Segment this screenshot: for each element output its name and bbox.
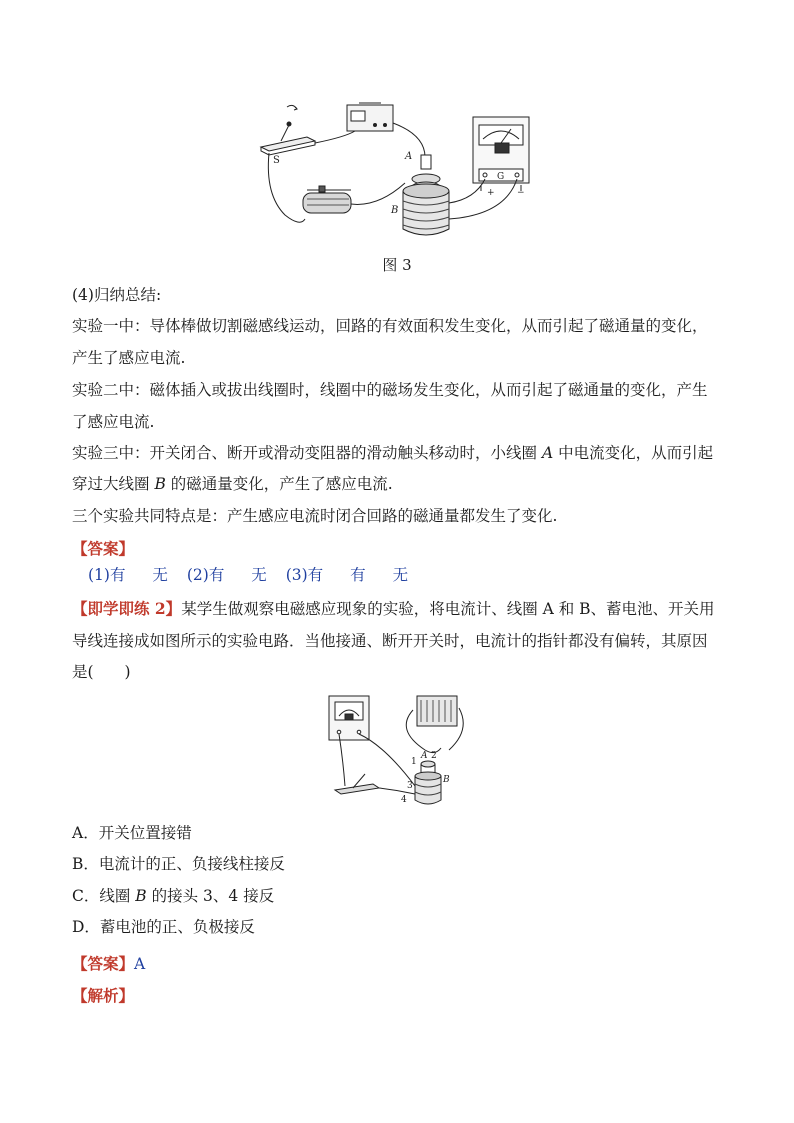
answer-label-2: 【答案】 [72,954,135,973]
exp3-line1-pre: 实验三中：开关闭合、断开或滑动变阻器的滑动触头移动时，小线圈 [72,444,542,462]
summary-exp1-line1: 实验一中：导体棒做切割磁感线运动，回路的有效面积发生变化，从而引起了磁通量的变化， [72,317,708,335]
meter-minus-label: − [517,188,525,198]
option-a: A．开关位置接错 [72,824,192,842]
answer-row-1 [88,563,408,585]
analysis-label: 【解析】 [72,986,135,1005]
experiment-figure-3 [255,95,545,245]
fig2-label-2: 2 [431,751,437,761]
exercise-line1 [72,597,715,619]
coil-b-label: B [391,205,399,216]
answer-value-2: A [134,955,146,973]
answer-item: 无 [251,566,267,584]
exercise-line1-text: 某学生做观察电磁感应现象的实验，将电流计、线圈 A 和 B、蓄电池、开关用 [181,600,715,618]
summary-common: 三个实验共同特点是：产生感应电流时闭合回路的磁通量都发生了变化. [72,507,558,525]
exp3-var-b: B [154,475,166,493]
summary-exp3-line2 [72,472,393,494]
option-c [72,884,274,906]
answer-item: (1)有 [88,566,126,584]
summary-heading: (4)归纳总结: [72,286,162,304]
figure-caption: 图 3 [382,256,412,274]
option-c-pre: C．线圈 [72,887,136,905]
fig2-label-3: 3 [407,781,413,791]
fig2-label-a: A [421,751,428,761]
meter-g-label: G [497,172,505,182]
answer-item: 有 [350,566,366,584]
exercise-line3: 是( ) [72,663,131,681]
meter-plus-label: + [487,188,495,198]
answer-item: (2)有 [186,566,225,584]
answer-line-2 [72,952,145,974]
summary-exp3-line1 [72,441,713,463]
fig2-label-4: 4 [401,795,407,805]
exercise-figure [325,690,470,808]
switch-label: S [273,155,280,166]
summary-exp2-line1: 实验二中：磁体插入或拔出线圈时，线圈中的磁场发生变化，从而引起了磁通量的变化，产生 [72,381,708,399]
fig2-label-1: 1 [411,757,417,767]
exercise-line2: 导线连接成如图所示的实验电路．当他接通、断开开关时，电流计的指针都没有偏转，其原因 [72,632,708,650]
option-c-post: 的接头 3、4 接反 [146,887,275,905]
exercise-tag: 【即学即练 2】 [72,599,182,618]
summary-exp2-line2: 了感应电流. [72,413,155,431]
coil-a-label: A [405,151,413,162]
answer-item: 无 [392,566,409,584]
exp3-line2-post: 的磁通量变化，产生了感应电流. [165,475,393,493]
answer-item: 无 [152,566,168,584]
answer-label-1: 【答案】 [72,539,135,558]
option-b: B．电流计的正、负接线柱接反 [72,855,285,873]
exp3-line2-pre: 穿过大线圈 [72,475,155,493]
circuit-diagram-1 [255,95,545,245]
option-d: D．蓄电池的正、负极接反 [72,918,255,936]
exp3-line1-post: 中电流变化，从而引起 [553,444,714,462]
exp3-var-a: A [541,444,554,462]
summary-exp1-line2: 产生了感应电流. [72,349,186,367]
fig2-label-b: B [443,775,450,785]
circuit-diagram-2 [325,690,470,808]
option-c-var: B [135,887,147,905]
answer-item: (3)有 [285,566,324,584]
